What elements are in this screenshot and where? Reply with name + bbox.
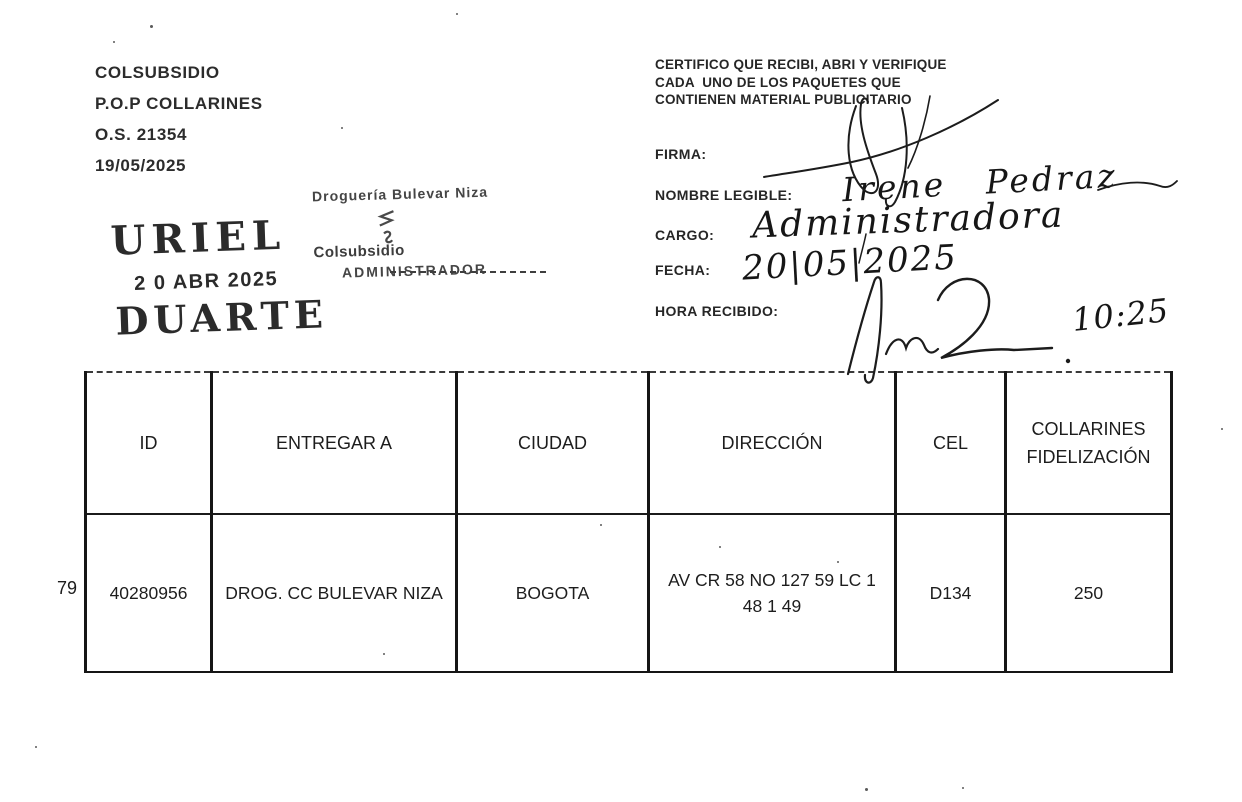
order-info-block	[95, 57, 263, 181]
stamp-signature-line	[390, 271, 546, 273]
cargo-label: CARGO:	[655, 227, 715, 243]
cell-direccion: AV CR 58 NO 127 59 LC 1 48 1 49	[649, 514, 896, 672]
stamp-name-bottom: DUARTE	[114, 291, 329, 344]
hora-handwritten-value: 10:25	[1070, 291, 1171, 339]
order-date: 19/05/2025	[95, 156, 187, 175]
cell-id: 40280956	[86, 514, 212, 672]
scan-speckle	[341, 127, 343, 129]
nombre-handwritten-value: Irene Pedraz	[841, 155, 1119, 210]
stamp-role: ADMINISTRADOR	[341, 260, 488, 281]
firma-label: FIRMA:	[655, 146, 707, 162]
table-header-row	[86, 372, 1172, 514]
stamp-date: 2 0 ABR 2025	[133, 267, 279, 295]
statement-line: CERTIFICO QUE RECIBI, ABRI Y VERIFIQUE	[655, 57, 947, 72]
table-row	[86, 514, 1172, 672]
stamp-store-name: Droguería Bulevar Niza	[311, 183, 489, 205]
received-date-stamp	[110, 210, 329, 343]
fecha-label: FECHA:	[655, 262, 711, 278]
stamp-name-top: URIEL	[109, 211, 287, 265]
cargo-handwritten-value: Administradora	[751, 194, 1066, 247]
scan-speckle	[837, 561, 839, 563]
scan-speckle	[150, 25, 153, 28]
header-cel: CEL	[896, 372, 1006, 514]
cell-ciudad: BOGOTA	[457, 514, 649, 672]
order-number: O.S. 21354	[95, 125, 188, 144]
project-name: P.O.P COLLARINES	[95, 94, 263, 113]
cell-collarines: 250	[1006, 514, 1172, 672]
row-number: 79	[57, 578, 78, 598]
hora-label: HORA RECIBIDO:	[655, 303, 779, 319]
header-id: ID	[86, 372, 212, 514]
scan-speckle	[383, 653, 385, 655]
header-ciudad: CIUDAD	[457, 372, 649, 514]
nombre-label: NOMBRE LEGIBLE:	[655, 187, 793, 203]
scan-speckle	[35, 746, 37, 748]
statement-line: CONTIENEN MATERIAL PUBLICITARIO	[655, 92, 912, 107]
certification-statement	[655, 56, 947, 109]
store-admin-stamp	[312, 184, 490, 282]
colsubsidio-logo-icon	[375, 208, 402, 247]
header-entregar-a: ENTREGAR A	[212, 372, 457, 514]
scan-speckle	[962, 787, 964, 789]
header-direccion: DIRECCIÓN	[649, 372, 896, 514]
delivery-table	[84, 371, 1173, 673]
company-name: COLSUBSIDIO	[95, 63, 220, 82]
scan-speckle	[865, 788, 868, 791]
statement-line: CADA UNO DE LOS PAQUETES QUE	[655, 74, 901, 90]
cell-cel: D134	[896, 514, 1006, 672]
scan-speckle	[600, 524, 602, 526]
cell-entregar-a: DROG. CC BULEVAR NIZA	[212, 514, 457, 672]
fecha-handwritten-value: 20|05|2025	[741, 237, 959, 289]
scan-speckle	[719, 546, 721, 548]
scan-speckle	[113, 41, 115, 43]
header-collarines-fidelizacion: COLLARINES FIDELIZACIÓN	[1006, 372, 1172, 514]
scan-speckle	[1221, 428, 1223, 430]
scan-speckle	[456, 13, 458, 15]
stamp-company: Colsubsidio	[313, 241, 406, 262]
